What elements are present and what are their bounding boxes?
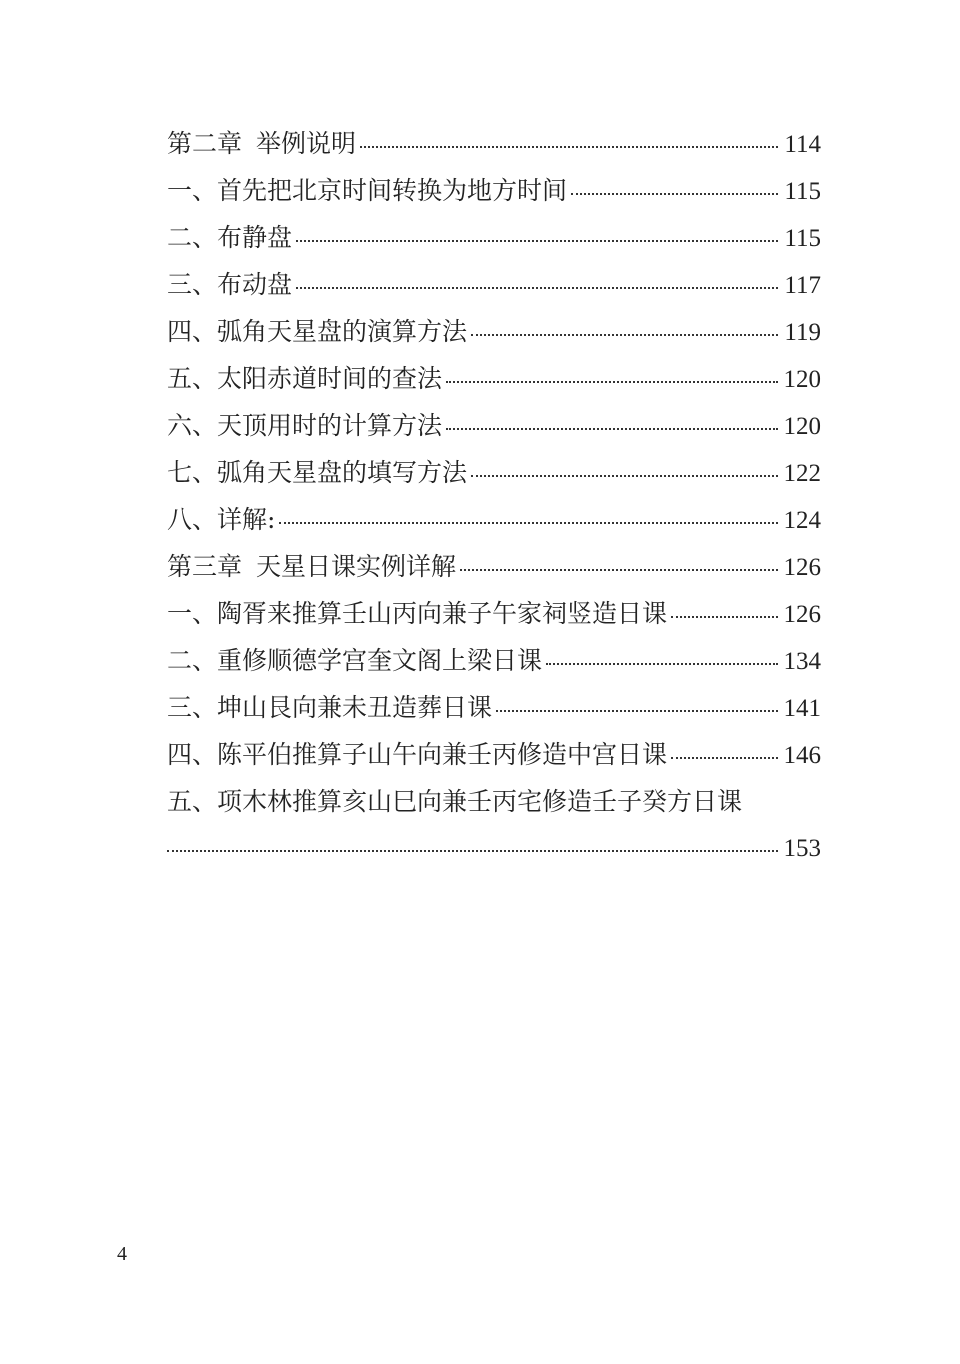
dot-leader bbox=[571, 193, 778, 195]
toc-entry[interactable] bbox=[167, 214, 821, 261]
toc-entry-wrapped-leader[interactable] bbox=[167, 825, 821, 872]
dot-leader bbox=[296, 240, 778, 242]
toc-entry[interactable] bbox=[167, 308, 821, 355]
dot-leader bbox=[671, 616, 777, 618]
toc-entry-page: 134 bbox=[783, 648, 821, 675]
toc-entry-page: 119 bbox=[784, 319, 821, 346]
toc-entry-page: 115 bbox=[784, 225, 821, 252]
toc-entry-page: 122 bbox=[783, 460, 821, 487]
toc-entry-title: 六、天顶用时的计算方法 bbox=[167, 411, 443, 440]
toc-entry[interactable] bbox=[167, 261, 821, 308]
toc-entry-page: 120 bbox=[783, 366, 821, 393]
dot-leader bbox=[496, 710, 777, 712]
dot-leader bbox=[296, 287, 778, 289]
toc-entry-page: 153 bbox=[783, 835, 821, 862]
dot-leader bbox=[471, 475, 777, 477]
table-of-contents bbox=[167, 120, 821, 872]
toc-entry[interactable] bbox=[167, 402, 821, 449]
toc-entry-title: 二、布静盘 bbox=[167, 223, 293, 252]
toc-entry[interactable] bbox=[167, 684, 821, 731]
dot-leader bbox=[446, 381, 777, 383]
toc-entry[interactable] bbox=[167, 637, 821, 684]
toc-entry-title bbox=[167, 120, 356, 167]
toc-entry-page: 115 bbox=[784, 178, 821, 205]
toc-entry[interactable] bbox=[167, 355, 821, 402]
chapter-label: 第三章 bbox=[167, 552, 243, 581]
toc-entry-title: 七、弧角天星盘的填写方法 bbox=[167, 458, 468, 487]
toc-entry-title: 三、布动盘 bbox=[167, 270, 293, 299]
toc-entry[interactable] bbox=[167, 449, 821, 496]
toc-entry[interactable] bbox=[167, 731, 821, 778]
dot-leader bbox=[546, 663, 777, 665]
toc-entry[interactable] bbox=[167, 167, 821, 214]
toc-entry-title bbox=[167, 543, 456, 590]
dot-leader bbox=[279, 522, 777, 524]
page-number: 4 bbox=[117, 1243, 127, 1265]
toc-entry-page: 126 bbox=[783, 601, 821, 628]
toc-entry-page: 146 bbox=[783, 742, 821, 769]
dot-leader bbox=[360, 146, 778, 148]
toc-entry-title: 三、坤山艮向兼未丑造葬日课 bbox=[167, 693, 493, 722]
toc-entry-page: 126 bbox=[783, 554, 821, 581]
toc-entry-title: 一、首先把北京时间转换为地方时间 bbox=[167, 176, 568, 205]
toc-entry-page: 141 bbox=[783, 695, 821, 722]
toc-entry-page: 114 bbox=[784, 131, 821, 158]
chapter-label: 第二章 bbox=[167, 129, 243, 158]
toc-entry-title: 五、项木林推算亥山巳向兼壬丙宅修造壬子癸方日课 bbox=[167, 787, 743, 816]
toc-entry-title: 八、详解: bbox=[167, 505, 276, 534]
toc-entry-title: 二、重修顺德学宫奎文阁上梁日课 bbox=[167, 646, 543, 675]
toc-entry[interactable] bbox=[167, 590, 821, 637]
toc-entry-title: 五、太阳赤道时间的查法 bbox=[167, 364, 443, 393]
chapter-title: 天星日课实例详解 bbox=[256, 552, 457, 581]
dot-leader bbox=[460, 569, 777, 571]
toc-entry-page: 124 bbox=[783, 507, 821, 534]
dot-leader bbox=[671, 757, 777, 759]
dot-leader bbox=[446, 428, 777, 430]
dot-leader bbox=[167, 850, 778, 852]
toc-entry[interactable] bbox=[167, 496, 821, 543]
toc-entry-page: 117 bbox=[784, 272, 821, 299]
toc-entry-title: 四、陈平伯推算子山午向兼壬丙修造中宫日课 bbox=[167, 740, 668, 769]
toc-entry-chapter-2[interactable] bbox=[167, 120, 821, 167]
toc-entry-title: 四、弧角天星盘的演算方法 bbox=[167, 317, 468, 346]
toc-entry-wrapped-title[interactable] bbox=[167, 778, 821, 825]
toc-entry-title: 一、陶胥来推算壬山丙向兼子午家祠竖造日课 bbox=[167, 599, 668, 628]
dot-leader bbox=[471, 334, 778, 336]
toc-entry-page: 120 bbox=[783, 413, 821, 440]
chapter-title: 举例说明 bbox=[256, 129, 357, 158]
toc-entry-chapter-3[interactable] bbox=[167, 543, 821, 590]
